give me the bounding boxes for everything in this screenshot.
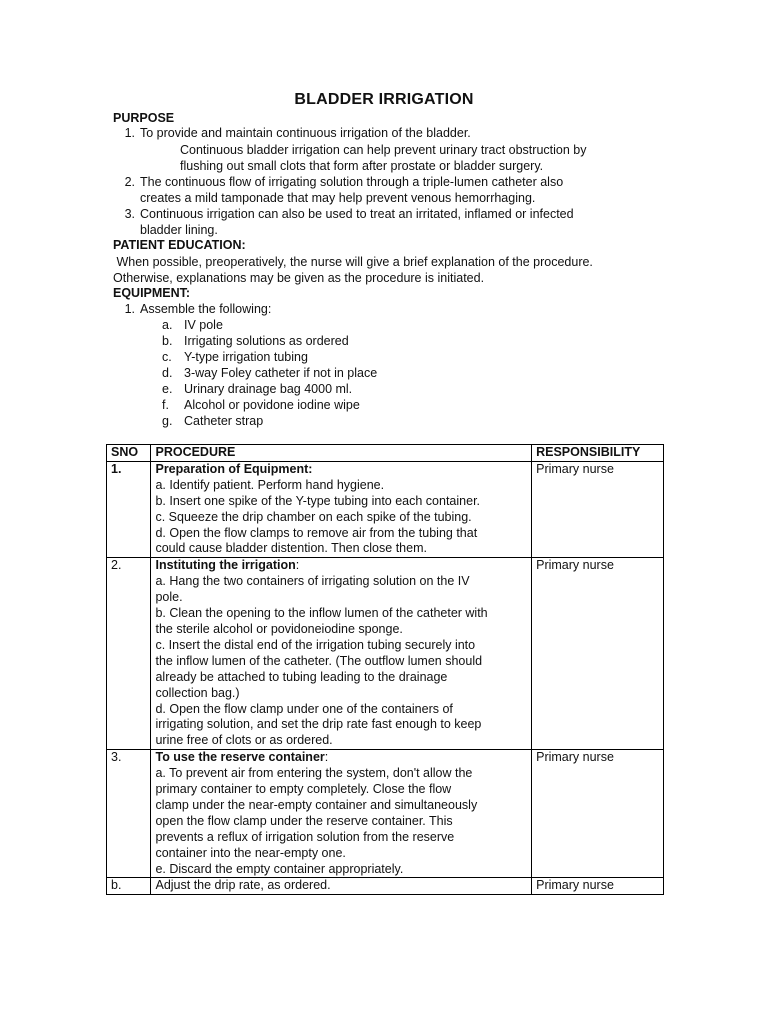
purpose-heading: PURPOSE xyxy=(113,111,175,125)
list-text-continued: bladder lining. xyxy=(140,223,218,237)
patient-education-line: Otherwise, explanations may be given as the procedure is initiated. xyxy=(113,271,485,285)
cell-procedure: Preparation of Equipment: a. Identify patient. Perform hand hygiene. b. Insert one spike of the Y-type tubing into each container. c. Squeeze the drip chamber on each spike of the tubing. d. Open the flow clamps to remove air from the tubing that could cause bladder distention. Then close them. xyxy=(151,461,532,557)
patient-education-heading: PATIENT EDUCATION: xyxy=(113,238,246,252)
document-page: BLADDER IRRIGATION PURPOSE 1. To provide and maintain continuous irrigation of the bladder. Continuous bladder irrigation can help prevent urinary tract obstruction by flushing out small clots that form after prostate or bladder surgery. 2. The continuous flow of irrigating solution through a triple-lumen catheter also creates a mild tamponade that may help prevent venous hemorrhaging. 3. Continuous irrigation can also be used to treat an irritated, inflamed or infected bladder lining. PATIENT EDUCATION: When possible, preoperatively, the nurse will give a brief explanation of the procedure. Otherwise, explanations may be given as the procedure is initiated. EQUIPMENT: 1. Assemble the following: a. IV pole b. Irrigating solutions as ordered c. Y-type irrigation tubing d. 3-way Foley catheter if not in place e. Urinary drainage bag 4000 ml. f. Alcohol or povidone iodine wipe g. Catheter strap SNO PROCEDURE RESPONSIBILITY 1. Preparation of Equipment: a. Identify patient. Perform hand hygiene. b. Insert one spike of the Y-type tubing into each container. c. Squeeze the drip chamber on each spike of the tubing. d. Open the flow clamps to remove air from the tubing that could cause bladder distention. Then close them. Primary nurse 2. Instituting the irrigation: a. Hang the two containers of irrigating solution on the IV pole. b. Clean the opening to the inflow lumen of the catheter with the sterile alcohol or povidoneiodine sponge. c. Insert the distal end of the irrigation tubing securely into the inflow lumen of the catheter. (The outflow lumen should already be attached to tubing leading to the drainage collection bag.) d. Open the flow clamp under one of the containers of irrigating solution, and set the drip rate fast enough to keep urine free of clots or as ordered. Primary nurse 3. To use the reserve container: a. To prevent air from entering the system, don't allow the primary container to empty completely. Close the flow clamp under the near-empty container and simultaneously open the flow clamp under the reserve container. This prevents a reflux of irrigation solution from the reserve container into the near-empty one. e. Discard the empty container appropriately. Primary nurse b. Adjust the drip rate, as ordered. Primary nurse xyxy=(0,0,768,1024)
list-number: 1. xyxy=(124,126,135,140)
cell-procedure: Adjust the drip rate, as ordered. xyxy=(151,878,532,895)
purpose-note-line: Continuous bladder irrigation can help prevent urinary tract obstruction by xyxy=(180,143,587,157)
procedure-table xyxy=(106,444,664,895)
document-title: BLADDER IRRIGATION xyxy=(294,91,474,108)
list-text: Continuous irrigation can also be used to treat an irritated, inflamed or infected xyxy=(140,207,574,221)
list-number: 1. xyxy=(124,302,135,316)
list-text: The continuous flow of irrigating solution through a triple-lumen catheter also xyxy=(140,175,564,189)
equipment-heading: EQUIPMENT: xyxy=(113,286,191,300)
list-number: 2. xyxy=(124,175,135,189)
table-row xyxy=(107,558,664,750)
step-title: Instituting the irrigation xyxy=(155,558,296,573)
table-row xyxy=(107,878,664,895)
list-text-continued: creates a mild tamponade that may help prevent venous hemorrhaging. xyxy=(140,191,536,205)
step-title-line: Instituting the irrigation: xyxy=(155,558,300,573)
cell-sno: 3. xyxy=(107,750,151,878)
step-title-line: To use the reserve container: xyxy=(155,750,329,765)
table-row xyxy=(107,461,664,557)
cell-responsibility: Primary nurse xyxy=(532,750,664,878)
step-title: Preparation of Equipment: xyxy=(155,461,313,476)
cell-responsibility: Primary nurse xyxy=(532,878,664,895)
header-procedure: PROCEDURE xyxy=(151,445,532,462)
purpose-note-line: flushing out small clots that form after prostate or bladder surgery. xyxy=(180,159,544,173)
step-title: To use the reserve container xyxy=(155,750,325,765)
table-header-row xyxy=(107,445,664,462)
table-row xyxy=(107,750,664,878)
list-text: Assemble the following: xyxy=(140,302,272,316)
cell-responsibility: Primary nurse xyxy=(532,558,664,750)
cell-sno: b. xyxy=(107,878,151,895)
list-text: To provide and maintain continuous irrigation of the bladder. xyxy=(140,126,471,140)
cell-sno: 1. xyxy=(107,461,151,557)
header-sno: SNO xyxy=(107,445,151,462)
cell-procedure: Instituting the irrigation: a. Hang the two containers of irrigating solution on the IV pole. b. Clean the opening to the inflow lumen of the catheter with the sterile alcohol or povidoneiodine sponge. c. Insert the distal end of the irrigation tubing securely into the inflow lumen of the catheter. (The outflow lumen should already be attached to tubing leading to the drainage collection bag.) d. Open the flow clamp under one of the containers of irrigating solution, and set the drip rate fast enough to keep urine free of clots or as ordered. xyxy=(151,558,532,750)
list-number: 3. xyxy=(124,207,135,221)
header-responsibility: RESPONSIBILITY xyxy=(532,445,664,462)
cell-procedure: To use the reserve container: a. To prevent air from entering the system, don't allow the primary container to empty completely. Close the flow clamp under the near-empty container and simultaneously open the flow clamp under the reserve container. This prevents a reflux of irrigation solution from the reserve container into the near-empty one. e. Discard the empty container appropriately. xyxy=(151,750,532,878)
cell-sno: 2. xyxy=(107,558,151,750)
patient-education-line: When possible, preoperatively, the nurse will give a brief explanation of the procedure. xyxy=(113,255,593,269)
cell-responsibility: Primary nurse xyxy=(532,461,664,557)
